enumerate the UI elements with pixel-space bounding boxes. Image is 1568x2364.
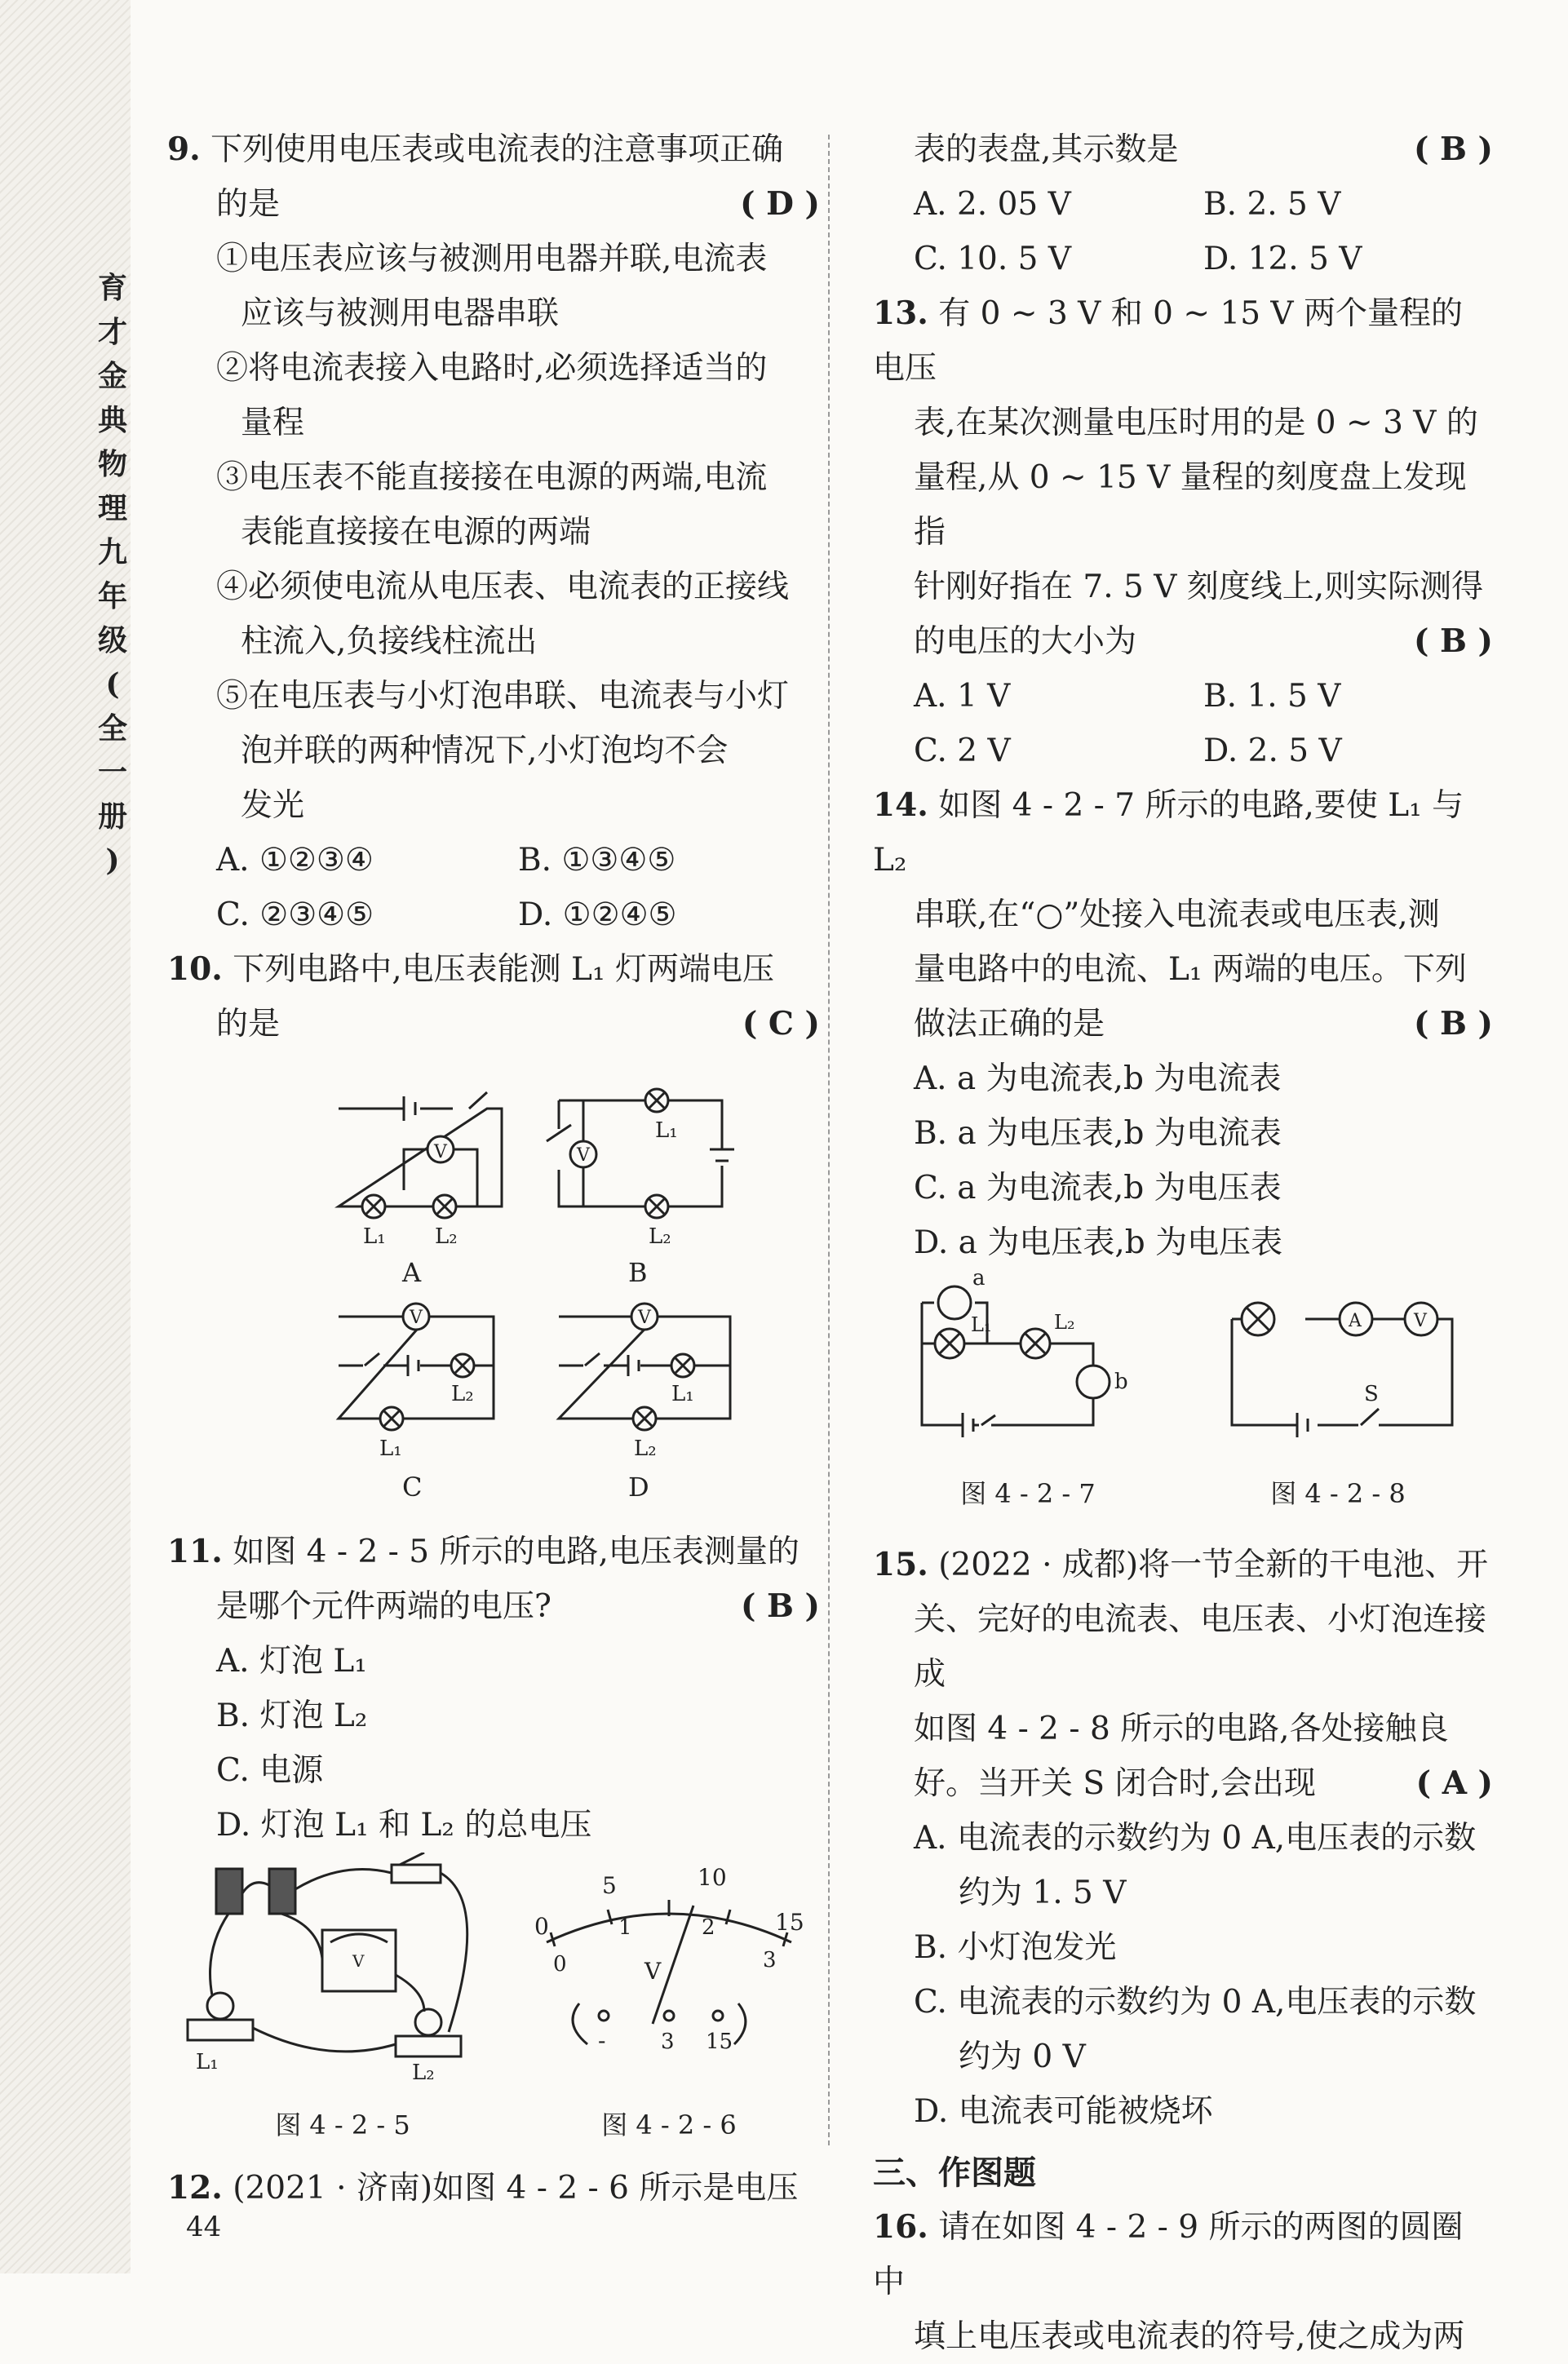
figure-caption: 图 4 - 2 - 6 xyxy=(601,2109,737,2140)
question-stem: (2021 · 济南)如图 4 - 2 - 6 所示是电压 xyxy=(233,2170,799,2207)
circuit-b xyxy=(547,1089,734,1218)
terminal-label: 3 xyxy=(661,2030,675,2054)
label-l2: L₂ xyxy=(451,1382,474,1406)
option-d: D. 12. 5 V xyxy=(1203,241,1362,277)
sidebar-title-char: 九 xyxy=(97,535,129,569)
answer: ( C ) xyxy=(742,1005,820,1043)
sidebar-title-char: 册 xyxy=(97,799,129,834)
sidebar-title-char: 年 xyxy=(97,579,129,613)
statement: 泡并联的两种情况下,小灯泡均不会 xyxy=(241,733,729,769)
option-a: A. 电流表的示数约为 0 A,电压表的示数 xyxy=(914,1820,1477,1857)
question-number: 9. xyxy=(167,131,201,168)
battery-icon xyxy=(269,1869,295,1914)
fig426-drawing xyxy=(530,1853,808,2081)
question-stem: (2022 · 成都)将一节全新的干电池、开 xyxy=(938,1547,1489,1583)
question-stem: 下列电路中,电压表能测 L₁ 灯两端电压 xyxy=(233,951,774,988)
question-stem: 的电压的大小为 xyxy=(914,623,1137,660)
option-d: D. 2. 5 V xyxy=(1203,733,1342,769)
label-l1: L₁ xyxy=(655,1118,678,1143)
option-b: B. a 为电压表,b 为电流表 xyxy=(914,1115,1282,1152)
label-l1: L₁ xyxy=(363,1224,386,1249)
option-b: B. 灯泡 L₂ xyxy=(216,1698,368,1734)
option-c: C. a 为电流表,b 为电压表 xyxy=(914,1170,1282,1206)
answer: ( B ) xyxy=(740,1587,820,1625)
label-l1: L₁ xyxy=(971,1313,992,1336)
question-stem: 关、完好的电流表、电压表、小灯泡连接成 xyxy=(914,1601,1487,1693)
tick-label: 1 xyxy=(618,1915,632,1940)
answer: ( D ) xyxy=(740,185,820,223)
option-c: C. 2 V xyxy=(914,733,1011,769)
options xyxy=(873,177,1493,286)
question-number: 13. xyxy=(873,294,928,332)
tick-label: 15 xyxy=(775,1909,804,1936)
question-stem: 的是 xyxy=(216,1006,281,1043)
tick-label: 3 xyxy=(763,1948,777,1972)
sidebar-title-char: 金 xyxy=(97,359,129,393)
terminal-label: - xyxy=(598,2027,606,2054)
answer: ( B ) xyxy=(1413,622,1493,660)
options xyxy=(873,669,1493,778)
fig428-drawing xyxy=(1207,1270,1468,1450)
tick-label: 10 xyxy=(698,1864,727,1891)
question-14 xyxy=(873,778,1493,1270)
question-number: 15. xyxy=(873,1546,928,1583)
figure-4-2-6 xyxy=(530,1853,808,2153)
dial-arc xyxy=(547,1914,791,1942)
option-d: D. 灯泡 L₁ 和 L₂ 的总电压 xyxy=(216,1807,592,1844)
statement: 柱流入,负接线柱流出 xyxy=(241,623,538,660)
sidebar-title-char: 全 xyxy=(97,711,129,746)
question-stem: 表的表盘,其示数是 xyxy=(914,131,1179,168)
dial-ticks xyxy=(551,1900,787,1946)
option-c-cont: 约为 0 V xyxy=(959,2039,1086,2075)
option-b: B. 2. 5 V xyxy=(1203,186,1341,223)
sidebar-title-char: ) xyxy=(105,843,122,878)
voltmeter-label: V xyxy=(352,1951,365,1971)
option-a: A. 1 V xyxy=(914,678,1011,715)
option-a-cont: 约为 1. 5 V xyxy=(959,1875,1127,1911)
question-stem: 的是 xyxy=(216,186,281,223)
question-number: 10. xyxy=(167,950,223,988)
tick-label: 0 xyxy=(534,1913,549,1940)
voltmeter-label: V xyxy=(1414,1311,1427,1331)
option-a: A. ①②③④ xyxy=(216,842,374,879)
label-l1: L₁ xyxy=(671,1382,694,1406)
switch-icon xyxy=(392,1865,441,1883)
option-d: D. ①②④⑤ xyxy=(518,896,677,933)
question-stem: 串联,在“○”处接入电流表或电压表,测 xyxy=(914,896,1440,933)
question-13 xyxy=(873,286,1493,778)
option-b: B. 1. 5 V xyxy=(1203,678,1341,715)
option-d: D. a 为电压表,b 为电压表 xyxy=(914,1224,1283,1261)
meter-a xyxy=(938,1286,971,1319)
figure-caption: 图 4 - 2 - 5 xyxy=(275,2109,410,2140)
label-l2: L₂ xyxy=(649,1224,671,1249)
statement: ②将电流表接入电路时,必须选择适当的 xyxy=(216,350,768,387)
lamp-base xyxy=(396,2036,461,2056)
option-a: A. 灯泡 L₁ xyxy=(216,1643,367,1680)
label-b: B xyxy=(628,1257,648,1288)
option-d: D. 电流表可能被烧坏 xyxy=(914,2093,1213,2130)
section-heading: 三、作图题 xyxy=(873,2154,1036,2192)
sidebar-title-char: ( xyxy=(105,667,122,702)
battery-icon xyxy=(216,1869,242,1914)
label-l1: L₁ xyxy=(196,2050,219,2074)
label-l2: L₂ xyxy=(634,1437,657,1461)
statement: ⑤在电压表与小灯泡串联、电流表与小灯 xyxy=(216,678,790,715)
left-column xyxy=(167,122,820,2216)
answer: ( B ) xyxy=(1413,1005,1493,1043)
sidebar-title-char: 一 xyxy=(97,755,129,790)
option-b: B. ①③④⑤ xyxy=(518,842,676,879)
statement: 表能直接接在电源的两端 xyxy=(241,514,591,551)
question-12-cont xyxy=(873,122,1493,286)
circuit-a xyxy=(339,1092,502,1218)
bulb-icon xyxy=(207,1993,233,2019)
column-divider xyxy=(828,135,830,2145)
question-number: 14. xyxy=(873,786,928,824)
question-stem: 如图 4 - 2 - 8 所示的电路,各处接触良 xyxy=(914,1711,1449,1747)
sidebar-title-char: 理 xyxy=(97,491,129,525)
question-stem: 如图 4 - 2 - 5 所示的电路,电压表测量的 xyxy=(233,1534,800,1570)
question-number: 12. xyxy=(167,2169,223,2207)
switch-label: S xyxy=(1364,1382,1379,1406)
option-c: C. 10. 5 V xyxy=(914,241,1072,277)
voltmeter-label: V xyxy=(644,1958,662,1985)
label-a: A xyxy=(402,1257,422,1288)
voltmeter-label: V xyxy=(434,1142,447,1162)
voltmeter-label: V xyxy=(577,1145,590,1166)
question-11 xyxy=(167,1525,820,1853)
question-stem: 做法正确的是 xyxy=(914,1006,1105,1043)
figures-425-426 xyxy=(167,1853,820,2153)
figures-427-428 xyxy=(873,1270,1493,1521)
question-16 xyxy=(873,2200,1493,2364)
figure-caption: 图 4 - 2 - 8 xyxy=(1270,1478,1406,1509)
question-stem: 下列使用电压表或电流表的注意事项正确 xyxy=(210,131,784,168)
label-l2: L₂ xyxy=(1054,1311,1075,1334)
label-l2: L₂ xyxy=(435,1224,458,1249)
tick-label: 2 xyxy=(702,1915,715,1940)
question-stem: 表,在某次测量电压时用的是 0 ~ 3 V 的 xyxy=(914,405,1478,441)
label-d: D xyxy=(628,1472,649,1503)
question-stem: 是哪个元件两端的电压? xyxy=(216,1588,551,1625)
option-c: C. 电源 xyxy=(216,1752,324,1789)
sidebar-title-char: 才 xyxy=(97,315,129,349)
page-number: 44 xyxy=(186,2211,222,2243)
fig427-drawing xyxy=(897,1270,1158,1450)
option-a: A. 2. 05 V xyxy=(914,186,1071,223)
statement: 发光 xyxy=(241,787,305,824)
label-l1: L₁ xyxy=(379,1437,402,1461)
question-number: 16. xyxy=(873,2208,928,2246)
label-b: b xyxy=(1114,1370,1128,1394)
figure-4-2-8 xyxy=(1207,1270,1468,1521)
question-number: 11. xyxy=(167,1533,223,1570)
question-15 xyxy=(873,1538,1493,2139)
statement: ③电压表不能直接接在电源的两端,电流 xyxy=(216,459,768,496)
sidebar xyxy=(0,0,131,2273)
option-c: C. ②③④⑤ xyxy=(216,896,374,933)
voltmeter-label: V xyxy=(410,1308,423,1328)
sidebar-title-char: 物 xyxy=(97,447,129,481)
answer: ( A ) xyxy=(1415,1764,1493,1802)
option-a: A. a 为电流表,b 为电流表 xyxy=(914,1060,1282,1097)
terminal-label: 15 xyxy=(706,2030,733,2054)
sidebar-title-char: 典 xyxy=(97,403,129,437)
question-10 xyxy=(167,942,820,1516)
option-c: C. 电流表的示数约为 0 A,电压表的示数 xyxy=(914,1984,1477,2021)
statement: ④必须使电流从电压表、电流表的正接线 xyxy=(216,569,790,605)
statement: ①电压表应该与被测用电器并联,电流表 xyxy=(216,241,768,277)
q10-circuit-diagrams xyxy=(184,1060,804,1516)
question-stem: 如图 4 - 2 - 7 所示的电路,要使 L₁ 与 L₂ xyxy=(873,787,1464,879)
question-stem: 量程,从 0 ~ 15 V 量程的刻度盘上发现指 xyxy=(914,459,1467,551)
sidebar-title-char: 育 xyxy=(97,271,129,305)
sidebar-title xyxy=(91,269,135,886)
meter-b xyxy=(1077,1366,1110,1398)
lamp-base xyxy=(188,2020,253,2040)
bulb-icon xyxy=(415,2009,441,2035)
question-stem: 量电路中的电流、L₁ 两端的电压。下列 xyxy=(914,951,1467,988)
tick-label: 5 xyxy=(602,1872,617,1899)
tick-label: 0 xyxy=(553,1952,567,1977)
fig425-drawing xyxy=(179,1853,506,2081)
question-stem: 填上电压表或电流表的符号,使之成为两 xyxy=(914,2318,1465,2355)
figure-caption: 图 4 - 2 - 7 xyxy=(960,1478,1096,1509)
label-l2: L₂ xyxy=(412,2061,435,2081)
voltmeter-label: V xyxy=(638,1308,651,1328)
question-9 xyxy=(167,122,820,942)
figure-4-2-7 xyxy=(897,1270,1158,1521)
question-stem: 请在如图 4 - 2 - 9 所示的两图的圆圈中 xyxy=(873,2209,1464,2300)
ammeter-label: A xyxy=(1349,1311,1362,1331)
statement: 量程 xyxy=(241,405,305,441)
label-c: C xyxy=(402,1472,423,1503)
label-a: a xyxy=(972,1270,986,1290)
options xyxy=(167,833,820,942)
question-stem: 好。当开关 S 闭合时,会出现 xyxy=(914,1765,1316,1802)
question-stem: 针刚好指在 7. 5 V 刻度线上,则实际测得 xyxy=(914,569,1484,605)
statement: 应该与被测用电器串联 xyxy=(241,295,560,332)
question-stem: 有 0 ~ 3 V 和 0 ~ 15 V 两个量程的电压 xyxy=(873,295,1463,387)
right-column xyxy=(873,122,1493,2364)
sidebar-title-char: 级 xyxy=(97,623,129,657)
figure-4-2-5 xyxy=(179,1853,506,2153)
option-b: B. 小灯泡发光 xyxy=(914,1929,1117,1966)
answer: ( B ) xyxy=(1413,131,1493,168)
